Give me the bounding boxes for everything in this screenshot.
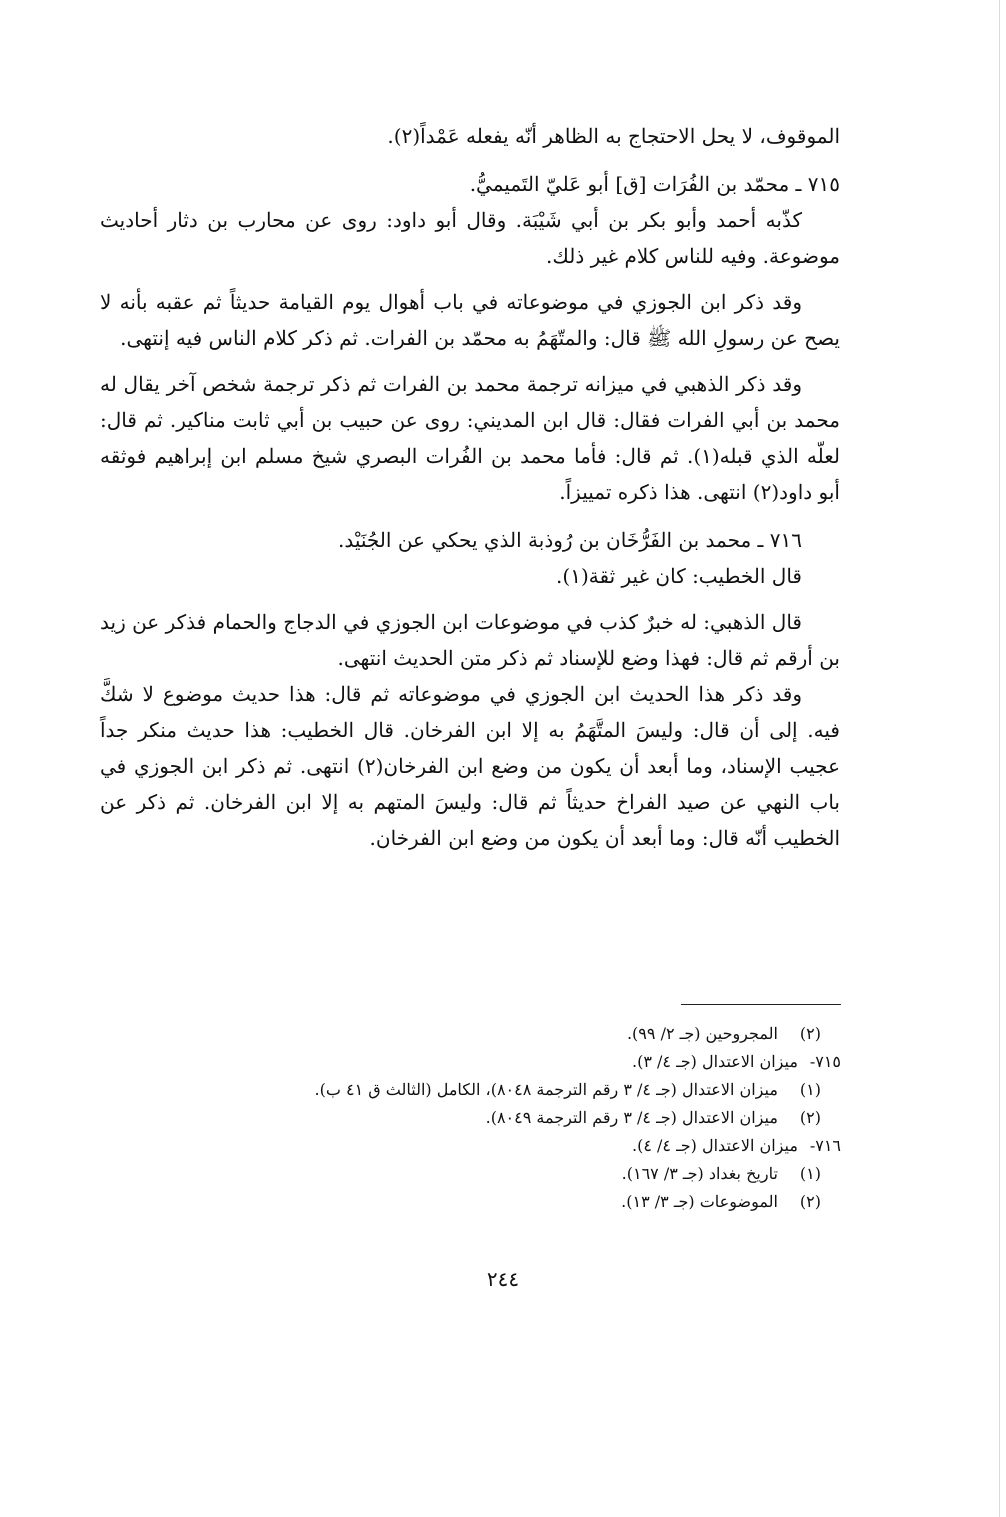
footnote-text: المجروحين (جـ ٢/ ٩٩). — [626, 1024, 778, 1043]
footnote-text: ميزان الاعتدال (جـ ٤/ ٣). — [631, 1052, 798, 1071]
footnote-number: (٢) — [799, 1192, 821, 1211]
footnote-text: الموضوعات (جـ ٣/ ١٣). — [621, 1192, 778, 1211]
footnote-item — [221, 1188, 841, 1216]
footnote-item — [221, 1048, 841, 1076]
footnotes — [221, 1020, 841, 1216]
footnote-number: (٢) — [799, 1024, 821, 1043]
entry-716-heading: ٧١٦ ـ محمد بن الفَرُّخَان بن رُوذبة الذي يحكي عن الجُنَيْد. — [337, 528, 802, 552]
footnote-number: (١) — [799, 1164, 821, 1183]
paragraph-716-ibn-jawzi: وقد ذكر هذا الحديث ابن الجوزي في موضوعاته ثم قال: هذا حديث موضوع لا شكَّ فيه. إلى أن قال: وليسَ المتَّهَمُ به إلا ابن الفرخان. قال الخطيب: هذا حديث منكر جداً عجيب الإسناد، وما أبعد أن يكون من وضع ابن الفرخان(٢) انتهى. ثم ذكر ابن الجوزي في باب النهي عن صيد الفراخ حديثاً ثم قال: وليسَ المتهم به إلا ابن الفرخان. ثم ذكر عن الخطيب أنّه قال: وما أبعد أن يكون من وضع ابن الفرخان. — [100, 682, 841, 850]
footnote-text: تاريخ بغداد (جـ ٣/ ١٦٧). — [621, 1164, 778, 1183]
footnote-text: ميزان الاعتدال (جـ ٤/ ٣ رقم الترجمة ٨٠٤٨)، الكامل (الثالث ق ٤١ ب). — [314, 1080, 778, 1099]
page-number: ٢٤٤ — [486, 1267, 520, 1291]
paragraph-715-dhahabi: وقد ذكر الذهبي في ميزانه ترجمة محمد بن الفرات ثم ذكر ترجمة شخص آخر يقال له محمد بن أبي الفرات فقال: قال ابن المديني: روى عن حبيب بن أبي ثابت مناكير. ثم قال: لعلّه الذي قبله(١). ثم قال: فأما محمد بن الفُرات البصري شيخ مسلم ابن إبراهيم فوثقه أبو داود(٢) انتهى. هذا ذكره تمييزاً. — [100, 372, 840, 504]
footnote-number: ٧١٥- — [809, 1052, 841, 1071]
paragraph-715-ibn-jawzi: وقد ذكر ابن الجوزي في موضوعاته في باب أهوال يوم القيامة حديثاً ثم عقبه بأنه لا يصح عن رسولِ الله ﷺ قال: والمتّهَمُ به محمّد بن الفرات. ثم ذكر كلام الناس فيه إنتهى. — [100, 290, 840, 350]
footnote-item — [221, 1076, 841, 1104]
paragraph-716-khatib: قال الخطيب: كان غير ثقة(١). — [556, 564, 802, 588]
footnote-text: ميزان الاعتدال (جـ ٤/ ٤). — [631, 1136, 798, 1155]
footnote-item — [221, 1160, 841, 1188]
main-text — [100, 118, 840, 856]
footnote-item — [221, 1104, 841, 1132]
footnote-text: ميزان الاعتدال (جـ ٤/ ٣ رقم الترجمة ٨٠٤٩). — [485, 1108, 778, 1127]
paragraph-716-dhahabi: قال الذهبي: له خبرٌ كذب في موضوعات ابن الجوزي في الدجاج والحمام فذكر عن زيد بن أرقم ثم قال: فهذا وضع للإسناد ثم ذكر متن الحديث انتهى. — [100, 610, 840, 670]
footnote-number: (٢) — [799, 1108, 821, 1127]
footnote-item — [221, 1132, 841, 1160]
footnote-item — [221, 1020, 841, 1048]
entry-715-heading: ٧١٥ ـ محمّد بن الفُرَات [ق] أبو عَليّ التَميميُّ. — [469, 172, 840, 196]
footnote-number: ٧١٦- — [809, 1136, 841, 1155]
paragraph-715-narrators: كذّبه أحمد وأبو بكر بن أبي شَيْبَة. وقال أبو داود: روى عن محارب بن دثار أحاديث موضوعة. وفيه للناس كلام غير ذلك. — [100, 208, 840, 268]
footnote-separator — [681, 1004, 841, 1005]
footnote-number: (١) — [799, 1080, 821, 1099]
paragraph-continuation: الموقوف، لا يحل الاحتجاج به الظاهر أنّه يفعله عَمْداً(٢). — [387, 124, 840, 148]
